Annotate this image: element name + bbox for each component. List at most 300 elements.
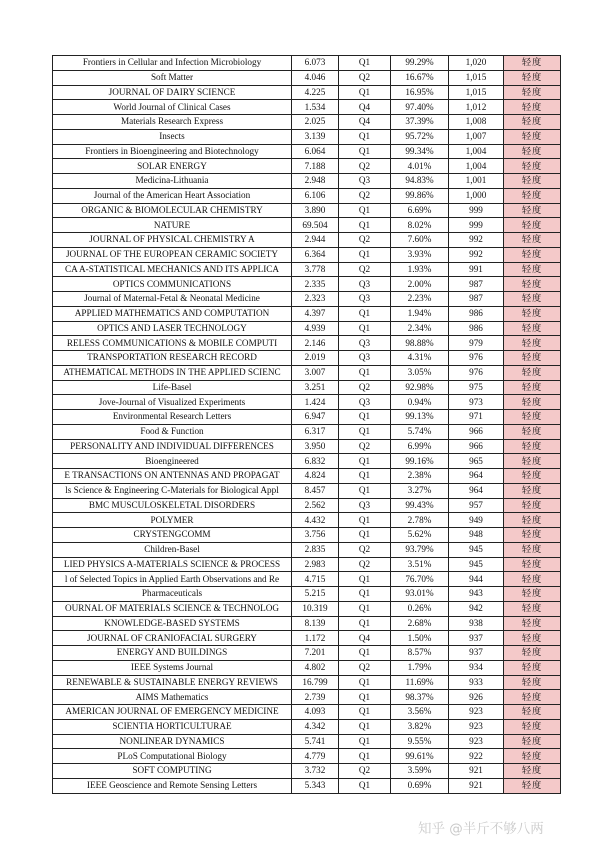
- impact-factor-cell: 3.950: [292, 439, 339, 454]
- impact-factor-cell: 2.835: [292, 542, 339, 557]
- journal-name-cell: NONLINEAR DYNAMICS: [53, 734, 292, 749]
- count-cell: 921: [449, 778, 504, 793]
- count-cell: 992: [449, 247, 504, 262]
- table-row: [53, 719, 561, 734]
- percentage-cell: 2.34%: [391, 321, 449, 336]
- quartile-cell: Q1: [339, 247, 391, 262]
- impact-factor-cell: 4.802: [292, 660, 339, 675]
- journal-name-cell: Life-Basel: [53, 380, 292, 395]
- percentage-cell: 6.69%: [391, 203, 449, 218]
- percentage-cell: 99.61%: [391, 749, 449, 764]
- warning-level-cell: 轻度: [504, 115, 561, 130]
- warning-level-cell: 轻度: [504, 513, 561, 528]
- percentage-cell: 0.26%: [391, 601, 449, 616]
- impact-factor-cell: 2.948: [292, 174, 339, 189]
- quartile-cell: Q1: [339, 85, 391, 100]
- percentage-cell: 3.82%: [391, 719, 449, 734]
- table-row: [53, 469, 561, 484]
- impact-factor-cell: 4.342: [292, 719, 339, 734]
- journal-name-cell: SCIENTIA HORTICULTURAE: [53, 719, 292, 734]
- impact-factor-cell: 4.397: [292, 306, 339, 321]
- warning-level-cell: 轻度: [504, 734, 561, 749]
- count-cell: 991: [449, 262, 504, 277]
- warning-level-cell: 轻度: [504, 395, 561, 410]
- percentage-cell: 6.99%: [391, 439, 449, 454]
- warning-level-cell: 轻度: [504, 660, 561, 675]
- count-cell: 966: [449, 439, 504, 454]
- warning-level-cell: 轻度: [504, 749, 561, 764]
- journal-name-cell: Frontiers in Cellular and Infection Microbiology: [53, 56, 292, 71]
- impact-factor-cell: 6.106: [292, 188, 339, 203]
- journal-name-cell: Children-Basel: [53, 542, 292, 557]
- count-cell: 944: [449, 572, 504, 587]
- quartile-cell: Q1: [339, 483, 391, 498]
- journal-name-cell: Journal of Maternal-Fetal & Neonatal Medicine: [53, 292, 292, 307]
- count-cell: 923: [449, 705, 504, 720]
- table-row: [53, 690, 561, 705]
- table-row: [53, 410, 561, 425]
- table-row: [53, 159, 561, 174]
- percentage-cell: 99.29%: [391, 56, 449, 71]
- warning-level-cell: 轻度: [504, 719, 561, 734]
- table-row: [53, 115, 561, 130]
- quartile-cell: Q4: [339, 100, 391, 115]
- table-row: [53, 542, 561, 557]
- count-cell: 971: [449, 410, 504, 425]
- warning-level-cell: 轻度: [504, 557, 561, 572]
- journal-name-cell: World Journal of Clinical Cases: [53, 100, 292, 115]
- warning-level-cell: 轻度: [504, 292, 561, 307]
- quartile-cell: Q3: [339, 277, 391, 292]
- impact-factor-cell: 8.457: [292, 483, 339, 498]
- count-cell: 1,007: [449, 129, 504, 144]
- count-cell: 986: [449, 321, 504, 336]
- count-cell: 1,001: [449, 174, 504, 189]
- warning-level-cell: 轻度: [504, 528, 561, 543]
- table-row: [53, 587, 561, 602]
- table-row: [53, 764, 561, 779]
- percentage-cell: 99.16%: [391, 454, 449, 469]
- journal-name-cell: ENERGY AND BUILDINGS: [53, 646, 292, 661]
- impact-factor-cell: 2.335: [292, 277, 339, 292]
- table-row: [53, 306, 561, 321]
- percentage-cell: 95.72%: [391, 129, 449, 144]
- impact-factor-cell: 8.139: [292, 616, 339, 631]
- table-row: [53, 675, 561, 690]
- quartile-cell: Q1: [339, 690, 391, 705]
- journal-name-cell: SOLAR ENERGY: [53, 159, 292, 174]
- quartile-cell: Q1: [339, 321, 391, 336]
- impact-factor-cell: 3.251: [292, 380, 339, 395]
- count-cell: 986: [449, 306, 504, 321]
- warning-level-cell: 轻度: [504, 439, 561, 454]
- journal-name-cell: AMERICAN JOURNAL OF EMERGENCY MEDICINE: [53, 705, 292, 720]
- journal-name-cell: APPLIED MATHEMATICS AND COMPUTATION: [53, 306, 292, 321]
- percentage-cell: 1.94%: [391, 306, 449, 321]
- warning-level-cell: 轻度: [504, 380, 561, 395]
- quartile-cell: Q2: [339, 439, 391, 454]
- journal-name-cell: Environmental Research Letters: [53, 410, 292, 425]
- journal-name-cell: ATHEMATICAL METHODS IN THE APPLIED SCIENC: [53, 365, 292, 380]
- quartile-cell: Q3: [339, 498, 391, 513]
- count-cell: 992: [449, 233, 504, 248]
- warning-level-cell: 轻度: [504, 572, 561, 587]
- percentage-cell: 3.51%: [391, 557, 449, 572]
- journal-name-cell: NATURE: [53, 218, 292, 233]
- count-cell: 965: [449, 454, 504, 469]
- impact-factor-cell: 4.093: [292, 705, 339, 720]
- table-row: [53, 705, 561, 720]
- journal-name-cell: JOURNAL OF CRANIOFACIAL SURGERY: [53, 631, 292, 646]
- impact-factor-cell: 16.799: [292, 675, 339, 690]
- impact-factor-cell: 6.317: [292, 424, 339, 439]
- quartile-cell: Q3: [339, 395, 391, 410]
- count-cell: 964: [449, 483, 504, 498]
- impact-factor-cell: 2.019: [292, 351, 339, 366]
- percentage-cell: 3.05%: [391, 365, 449, 380]
- table-row: [53, 424, 561, 439]
- impact-factor-cell: 3.890: [292, 203, 339, 218]
- journal-name-cell: LIED PHYSICS A-MATERIALS SCIENCE & PROCESS: [53, 557, 292, 572]
- impact-factor-cell: 5.343: [292, 778, 339, 793]
- table-row: [53, 262, 561, 277]
- percentage-cell: 2.23%: [391, 292, 449, 307]
- journal-name-cell: Medicina-Lithuania: [53, 174, 292, 189]
- count-cell: 1,015: [449, 85, 504, 100]
- warning-level-cell: 轻度: [504, 277, 561, 292]
- warning-level-cell: 轻度: [504, 56, 561, 71]
- impact-factor-cell: 4.432: [292, 513, 339, 528]
- count-cell: 1,004: [449, 159, 504, 174]
- warning-level-cell: 轻度: [504, 247, 561, 262]
- table-row: [53, 631, 561, 646]
- count-cell: 979: [449, 336, 504, 351]
- quartile-cell: Q2: [339, 233, 391, 248]
- impact-factor-cell: 6.064: [292, 144, 339, 159]
- quartile-cell: Q1: [339, 306, 391, 321]
- warning-level-cell: 轻度: [504, 159, 561, 174]
- table-row: [53, 365, 561, 380]
- impact-factor-cell: 2.739: [292, 690, 339, 705]
- impact-factor-cell: 1.534: [292, 100, 339, 115]
- quartile-cell: Q3: [339, 351, 391, 366]
- percentage-cell: 11.69%: [391, 675, 449, 690]
- percentage-cell: 37.39%: [391, 115, 449, 130]
- warning-level-cell: 轻度: [504, 129, 561, 144]
- journal-name-cell: Food & Function: [53, 424, 292, 439]
- quartile-cell: Q4: [339, 631, 391, 646]
- quartile-cell: Q3: [339, 292, 391, 307]
- journal-name-cell: BMC MUSCULOSKELETAL DISORDERS: [53, 498, 292, 513]
- percentage-cell: 0.94%: [391, 395, 449, 410]
- quartile-cell: Q1: [339, 778, 391, 793]
- quartile-cell: Q2: [339, 380, 391, 395]
- count-cell: 1,004: [449, 144, 504, 159]
- quartile-cell: Q1: [339, 513, 391, 528]
- quartile-cell: Q1: [339, 144, 391, 159]
- quartile-cell: Q1: [339, 469, 391, 484]
- percentage-cell: 8.57%: [391, 646, 449, 661]
- journal-name-cell: Pharmaceuticals: [53, 587, 292, 602]
- percentage-cell: 4.01%: [391, 159, 449, 174]
- table-row: [53, 646, 561, 661]
- count-cell: 943: [449, 587, 504, 602]
- impact-factor-cell: 2.323: [292, 292, 339, 307]
- count-cell: 987: [449, 277, 504, 292]
- table-row: [53, 292, 561, 307]
- percentage-cell: 94.83%: [391, 174, 449, 189]
- warning-level-cell: 轻度: [504, 778, 561, 793]
- table-row: [53, 483, 561, 498]
- impact-factor-cell: 4.824: [292, 469, 339, 484]
- table-row: [53, 203, 561, 218]
- impact-factor-cell: 4.715: [292, 572, 339, 587]
- table-row: [53, 439, 561, 454]
- table-row: [53, 100, 561, 115]
- warning-level-cell: 轻度: [504, 587, 561, 602]
- impact-factor-cell: 4.779: [292, 749, 339, 764]
- warning-level-cell: 轻度: [504, 631, 561, 646]
- percentage-cell: 99.34%: [391, 144, 449, 159]
- percentage-cell: 93.01%: [391, 587, 449, 602]
- table-row: [53, 218, 561, 233]
- journal-name-cell: Materials Research Express: [53, 115, 292, 130]
- count-cell: 948: [449, 528, 504, 543]
- count-cell: 973: [449, 395, 504, 410]
- quartile-cell: Q1: [339, 203, 391, 218]
- warning-level-cell: 轻度: [504, 262, 561, 277]
- percentage-cell: 98.88%: [391, 336, 449, 351]
- percentage-cell: 99.13%: [391, 410, 449, 425]
- journal-name-cell: Jove-Journal of Visualized Experiments: [53, 395, 292, 410]
- quartile-cell: Q2: [339, 542, 391, 557]
- percentage-cell: 92.98%: [391, 380, 449, 395]
- journal-name-cell: OPTICS AND LASER TECHNOLOGY: [53, 321, 292, 336]
- impact-factor-cell: 4.046: [292, 70, 339, 85]
- count-cell: 1,000: [449, 188, 504, 203]
- quartile-cell: Q2: [339, 557, 391, 572]
- percentage-cell: 76.70%: [391, 572, 449, 587]
- count-cell: 1,015: [449, 70, 504, 85]
- impact-factor-cell: 3.139: [292, 129, 339, 144]
- warning-level-cell: 轻度: [504, 498, 561, 513]
- count-cell: 945: [449, 542, 504, 557]
- count-cell: 923: [449, 734, 504, 749]
- warning-level-cell: 轻度: [504, 705, 561, 720]
- table-row: [53, 660, 561, 675]
- table-row: [53, 557, 561, 572]
- warning-level-cell: 轻度: [504, 424, 561, 439]
- journal-name-cell: CA A-STATISTICAL MECHANICS AND ITS APPLICA: [53, 262, 292, 277]
- percentage-cell: 3.56%: [391, 705, 449, 720]
- count-cell: 966: [449, 424, 504, 439]
- impact-factor-cell: 2.944: [292, 233, 339, 248]
- table-row: [53, 734, 561, 749]
- journal-name-cell: Insects: [53, 129, 292, 144]
- impact-factor-cell: 4.225: [292, 85, 339, 100]
- warning-level-cell: 轻度: [504, 483, 561, 498]
- quartile-cell: Q1: [339, 129, 391, 144]
- journal-name-cell: JOURNAL OF THE EUROPEAN CERAMIC SOCIETY: [53, 247, 292, 262]
- count-cell: 1,020: [449, 56, 504, 71]
- quartile-cell: Q1: [339, 616, 391, 631]
- quartile-cell: Q1: [339, 528, 391, 543]
- count-cell: 937: [449, 631, 504, 646]
- quartile-cell: Q2: [339, 159, 391, 174]
- warning-level-cell: 轻度: [504, 646, 561, 661]
- percentage-cell: 99.43%: [391, 498, 449, 513]
- table-row: [53, 174, 561, 189]
- percentage-cell: 2.00%: [391, 277, 449, 292]
- warning-level-cell: 轻度: [504, 469, 561, 484]
- warning-level-cell: 轻度: [504, 144, 561, 159]
- journal-name-cell: PERSONALITY AND INDIVIDUAL DIFFERENCES: [53, 439, 292, 454]
- percentage-cell: 4.31%: [391, 351, 449, 366]
- count-cell: 938: [449, 616, 504, 631]
- journal-name-cell: PLoS Computational Biology: [53, 749, 292, 764]
- warning-level-cell: 轻度: [504, 616, 561, 631]
- journal-name-cell: ORGANIC & BIOMOLECULAR CHEMISTRY: [53, 203, 292, 218]
- table-row: [53, 351, 561, 366]
- count-cell: 975: [449, 380, 504, 395]
- table-row: [53, 616, 561, 631]
- percentage-cell: 5.62%: [391, 528, 449, 543]
- percentage-cell: 8.02%: [391, 218, 449, 233]
- count-cell: 987: [449, 292, 504, 307]
- percentage-cell: 98.37%: [391, 690, 449, 705]
- journal-name-cell: JOURNAL OF PHYSICAL CHEMISTRY A: [53, 233, 292, 248]
- quartile-cell: Q3: [339, 336, 391, 351]
- journal-name-cell: POLYMER: [53, 513, 292, 528]
- impact-factor-cell: 3.732: [292, 764, 339, 779]
- warning-level-cell: 轻度: [504, 218, 561, 233]
- quartile-cell: Q2: [339, 764, 391, 779]
- warning-level-cell: 轻度: [504, 690, 561, 705]
- journal-name-cell: RENEWABLE & SUSTAINABLE ENERGY REVIEWS: [53, 675, 292, 690]
- quartile-cell: Q2: [339, 70, 391, 85]
- quartile-cell: Q2: [339, 262, 391, 277]
- journal-name-cell: IEEE Systems Journal: [53, 660, 292, 675]
- warning-level-cell: 轻度: [504, 188, 561, 203]
- count-cell: 934: [449, 660, 504, 675]
- percentage-cell: 2.78%: [391, 513, 449, 528]
- percentage-cell: 1.93%: [391, 262, 449, 277]
- table-row: [53, 513, 561, 528]
- watermark: 知乎 @半斤不够八两: [418, 821, 544, 837]
- impact-factor-cell: 5.741: [292, 734, 339, 749]
- count-cell: 923: [449, 719, 504, 734]
- impact-factor-cell: 4.939: [292, 321, 339, 336]
- impact-factor-cell: 2.025: [292, 115, 339, 130]
- impact-factor-cell: 7.188: [292, 159, 339, 174]
- count-cell: 976: [449, 351, 504, 366]
- impact-factor-cell: 6.947: [292, 410, 339, 425]
- percentage-cell: 93.79%: [391, 542, 449, 557]
- quartile-cell: Q1: [339, 646, 391, 661]
- percentage-cell: 0.69%: [391, 778, 449, 793]
- percentage-cell: 2.38%: [391, 469, 449, 484]
- table-row: [53, 336, 561, 351]
- table-row: [53, 144, 561, 159]
- count-cell: 999: [449, 218, 504, 233]
- warning-level-cell: 轻度: [504, 70, 561, 85]
- table-row: [53, 129, 561, 144]
- warning-level-cell: 轻度: [504, 100, 561, 115]
- quartile-cell: Q1: [339, 675, 391, 690]
- table-row: [53, 395, 561, 410]
- warning-level-cell: 轻度: [504, 675, 561, 690]
- quartile-cell: Q1: [339, 454, 391, 469]
- table-row: [53, 454, 561, 469]
- count-cell: 922: [449, 749, 504, 764]
- percentage-cell: 5.74%: [391, 424, 449, 439]
- table-row: [53, 380, 561, 395]
- percentage-cell: 3.93%: [391, 247, 449, 262]
- journal-name-cell: JOURNAL OF DAIRY SCIENCE: [53, 85, 292, 100]
- impact-factor-cell: 7.201: [292, 646, 339, 661]
- journal-name-cell: Soft Matter: [53, 70, 292, 85]
- warning-level-cell: 轻度: [504, 306, 561, 321]
- impact-factor-cell: 2.983: [292, 557, 339, 572]
- count-cell: 937: [449, 646, 504, 661]
- journal-name-cell: Bioengineered: [53, 454, 292, 469]
- table-row: [53, 321, 561, 336]
- journal-name-cell: E TRANSACTIONS ON ANTENNAS AND PROPAGAT: [53, 469, 292, 484]
- table-row: [53, 70, 561, 85]
- warning-level-cell: 轻度: [504, 454, 561, 469]
- warning-level-cell: 轻度: [504, 336, 561, 351]
- impact-factor-cell: 69.504: [292, 218, 339, 233]
- table-row: [53, 498, 561, 513]
- count-cell: 949: [449, 513, 504, 528]
- journal-name-cell: SOFT COMPUTING: [53, 764, 292, 779]
- impact-factor-cell: 1.424: [292, 395, 339, 410]
- table-row: [53, 85, 561, 100]
- warning-level-cell: 轻度: [504, 85, 561, 100]
- quartile-cell: Q1: [339, 56, 391, 71]
- quartile-cell: Q1: [339, 218, 391, 233]
- count-cell: 976: [449, 365, 504, 380]
- percentage-cell: 1.79%: [391, 660, 449, 675]
- journal-table: [52, 55, 561, 794]
- percentage-cell: 7.60%: [391, 233, 449, 248]
- percentage-cell: 1.50%: [391, 631, 449, 646]
- quartile-cell: Q1: [339, 572, 391, 587]
- warning-level-cell: 轻度: [504, 321, 561, 336]
- journal-name-cell: l of Selected Topics in Applied Earth Observations and Re: [53, 572, 292, 587]
- count-cell: 933: [449, 675, 504, 690]
- table-row: [53, 572, 561, 587]
- warning-level-cell: 轻度: [504, 764, 561, 779]
- table-row: [53, 233, 561, 248]
- count-cell: 964: [449, 469, 504, 484]
- journal-name-cell: ls Science & Engineering C-Materials for Biological Appl: [53, 483, 292, 498]
- impact-factor-cell: 6.832: [292, 454, 339, 469]
- impact-factor-cell: 1.172: [292, 631, 339, 646]
- quartile-cell: Q4: [339, 115, 391, 130]
- journal-name-cell: KNOWLEDGE-BASED SYSTEMS: [53, 616, 292, 631]
- journal-name-cell: IEEE Geoscience and Remote Sensing Letters: [53, 778, 292, 793]
- quartile-cell: Q1: [339, 719, 391, 734]
- journal-name-cell: Frontiers in Bioengineering and Biotechnology: [53, 144, 292, 159]
- quartile-cell: Q1: [339, 749, 391, 764]
- count-cell: 957: [449, 498, 504, 513]
- impact-factor-cell: 3.007: [292, 365, 339, 380]
- journal-name-cell: OPTICS COMMUNICATIONS: [53, 277, 292, 292]
- warning-level-cell: 轻度: [504, 365, 561, 380]
- count-cell: 945: [449, 557, 504, 572]
- warning-level-cell: 轻度: [504, 233, 561, 248]
